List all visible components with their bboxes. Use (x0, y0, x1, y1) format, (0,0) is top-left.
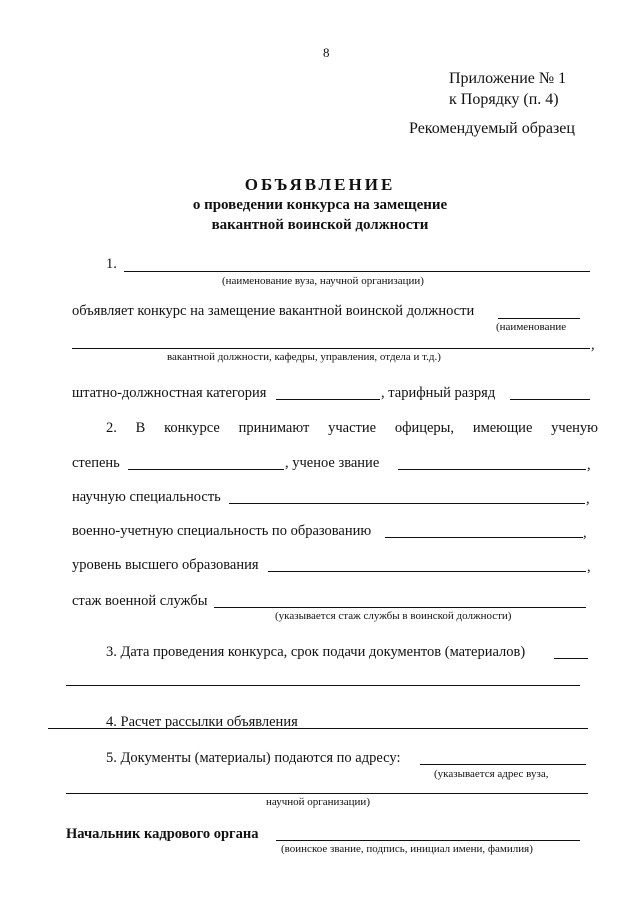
document-title: ОБЪЯВЛЕНИЕ (244, 175, 396, 194)
military-specialty-line (385, 537, 583, 538)
sample-label: Рекомендуемый образец (409, 120, 575, 137)
item-5-text: 5. Документы (материалы) подаются по адресу: (106, 750, 401, 766)
appendix-reference: к Порядку (п. 4) (449, 91, 559, 108)
word: конкурсе (164, 420, 220, 436)
tariff-line (510, 399, 590, 400)
hint-address-1: (указывается адрес вуза, (434, 768, 549, 780)
signature-line (276, 840, 580, 841)
item-1-number: 1. (106, 256, 117, 272)
post-name-line-2 (72, 348, 590, 349)
service-line (214, 607, 586, 608)
word: участие (328, 420, 377, 436)
category-line (276, 399, 380, 400)
address-line-1 (420, 764, 586, 765)
service-label: стаж военной службы (72, 593, 208, 609)
appendix-number: Приложение № 1 (449, 70, 567, 87)
education-level-label: уровень высшего образования (72, 557, 259, 573)
hint-address-2: научной организации) (266, 796, 370, 808)
tariff-label: , тарифный разряд (381, 385, 496, 401)
word: В (135, 420, 146, 436)
announces-text: объявляет конкурс на замещение вакантной воинской должности (72, 303, 475, 319)
hint-org-name: (наименование вуза, научной организации) (222, 275, 424, 287)
rank-label: , ученое звание (285, 455, 380, 471)
military-specialty-label: военно-учетную специальность по образованию (72, 523, 372, 539)
hint-post: вакантной должности, кафедры, управления, отдела и т.д.) (167, 351, 441, 363)
word: имеющие (472, 420, 533, 436)
specialty-line (229, 503, 585, 504)
item-4-line (48, 728, 588, 729)
education-level-line (268, 571, 586, 572)
head-label: Начальник кадрового органа (66, 826, 259, 842)
item-3-text: 3. Дата проведения конкурса, срок подачи документов (материалов) (106, 644, 526, 660)
item-2-text (106, 421, 598, 436)
comma: , (587, 457, 591, 473)
word: принимают (238, 420, 310, 436)
category-label: штатно-должностная категория (72, 385, 267, 401)
degree-label: степень (72, 455, 120, 471)
word: 2. (106, 420, 117, 436)
post-name-line-1 (498, 318, 580, 319)
word: офицеры, (394, 420, 455, 436)
comma: , (591, 337, 595, 353)
comma: , (583, 525, 587, 541)
word: ученую (551, 420, 598, 436)
comma: , (587, 559, 591, 575)
comma: , (586, 491, 590, 507)
org-name-line (124, 271, 590, 272)
page-number: 8 (323, 45, 330, 60)
specialty-label: научную специальность (72, 489, 221, 505)
item-3-line-1 (554, 658, 588, 659)
hint-naming: (наименование (496, 321, 567, 333)
title-line-1: о проведении конкурса на замещение (192, 197, 448, 213)
hint-service: (указывается стаж службы в воинской должности) (275, 610, 512, 622)
title-line-2: вакантной воинской должности (211, 217, 429, 233)
item-4-text: 4. Расчет рассылки объявления (106, 714, 298, 730)
hint-signature: (воинское звание, подпись, инициал имени, фамилия) (281, 843, 533, 855)
degree-line (128, 469, 284, 470)
rank-line (398, 469, 586, 470)
item-3-line-2 (66, 685, 580, 686)
address-line-2 (66, 793, 588, 794)
